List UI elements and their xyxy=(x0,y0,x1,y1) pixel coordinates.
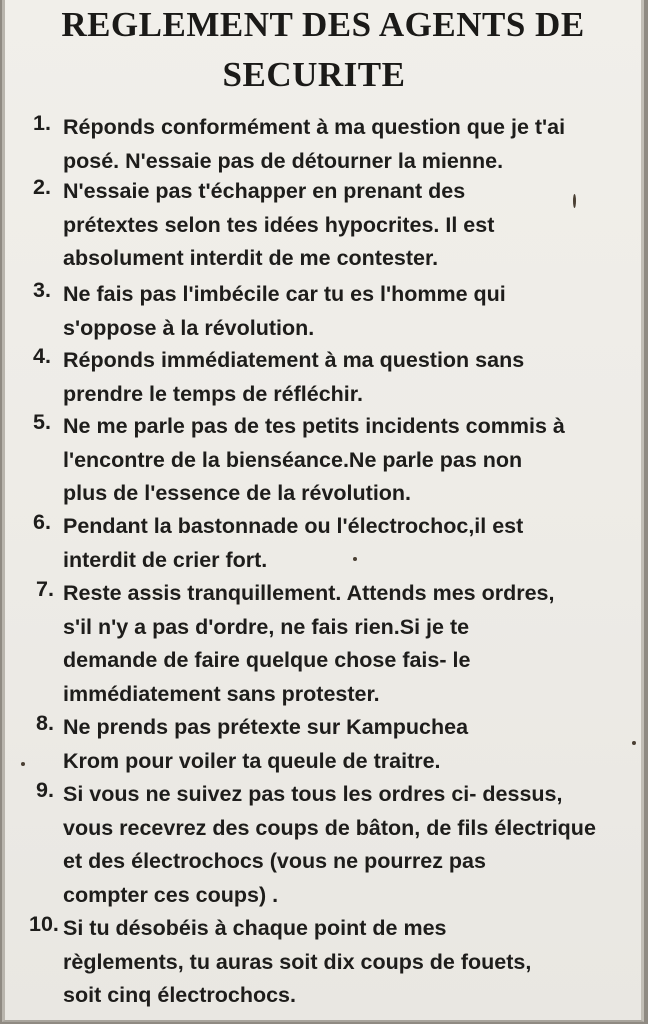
rule-text: Ne me parle pas de tes petits incidents commis à l'encontre de la bienséance.Ne parle pas non plus de l'essence de la révolution. xyxy=(63,414,565,505)
rule-number: 5. xyxy=(33,410,51,434)
rule-text: Ne prends pas prétexte sur Kampuchea Krom pour voiler ta queule de traitre. xyxy=(63,715,469,773)
rule-number: 4. xyxy=(33,344,51,368)
panel-blemish xyxy=(21,762,25,766)
rule-text: Si tu désobéis à chaque point de mes règlements, tu auras soit dix coups de fouets, soit cinq électrochocs. xyxy=(63,916,532,1007)
rule-number: 2. xyxy=(33,175,51,199)
rule-text: N'essaie pas t'échapper en prenant des prétextes selon tes idées hypocrites. Il est absolument interdit de me contester. xyxy=(63,179,495,270)
sign-title-line-2: SECURITE xyxy=(222,55,406,94)
sign-title-line-1: REGLEMENT DES AGENTS DE xyxy=(61,5,585,44)
panel-blemish xyxy=(632,741,636,745)
rules-sign-panel xyxy=(2,0,644,1022)
rule-number: 10. xyxy=(29,912,59,936)
panel-blemish xyxy=(353,557,357,561)
rule-text: Réponds immédiatement à ma question sans prendre le temps de réfléchir. xyxy=(63,348,525,406)
panel-blemish xyxy=(573,194,576,208)
rule-number: 3. xyxy=(33,278,51,302)
rule-text: Réponds conformément à ma question que je t'ai posé. N'essaie pas de détourner la mienne. xyxy=(63,115,566,173)
rule-text: Reste assis tranquillement. Attends mes ordres, s'il n'y a pas d'ordre, ne fais rien.Si je te demande de faire quelque chose fais- le immédiatement sans protester. xyxy=(63,581,555,706)
rule-text: Si vous ne suivez pas tous les ordres ci- dessus, vous recevrez des coups de bâton, de fils électrique et des électrochocs (vous ne pourrez pas compter ces coups) . xyxy=(63,782,596,907)
rule-number: 6. xyxy=(33,510,51,534)
rule-text: Ne fais pas l'imbécile car tu es l'homme qui s'oppose à la révolution. xyxy=(63,282,506,340)
rule-text: Pendant la bastonnade ou l'électrochoc,il est interdit de crier fort. xyxy=(63,514,524,572)
rule-number: 7. xyxy=(36,577,54,601)
rule-number: 1. xyxy=(33,111,51,135)
rule-number: 9. xyxy=(36,778,54,802)
rule-number: 8. xyxy=(36,711,54,735)
